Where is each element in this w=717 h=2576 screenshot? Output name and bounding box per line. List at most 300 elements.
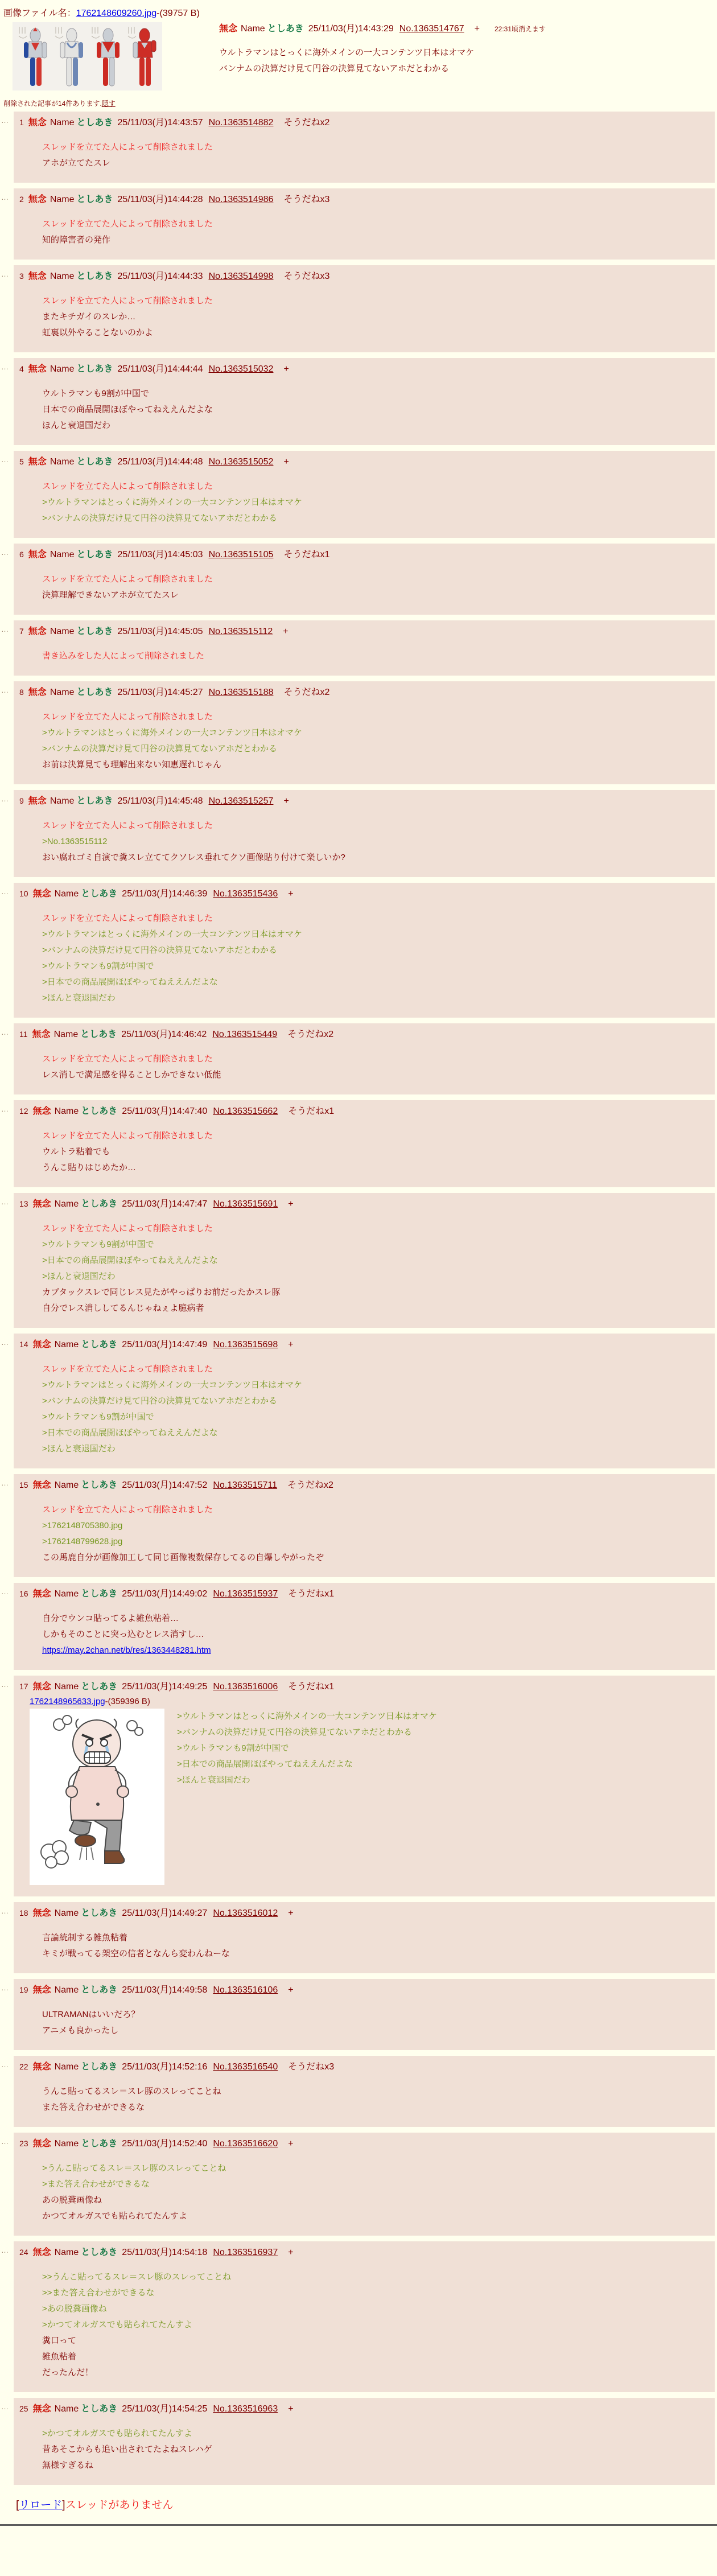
post-menu-icon[interactable]: … (1, 2060, 9, 2069)
sodane-button[interactable]: そうだねx1 (283, 550, 330, 559)
post-line: >ウルトラマンも9割が中国で (42, 961, 154, 971)
reply-subject: 無念 (32, 1480, 51, 1490)
post-menu-icon[interactable]: … (1, 1984, 9, 1992)
reply-header (16, 1586, 710, 1602)
post-line: >バンナムの決算だけ見て円谷の決算見てないアホだとわかる (42, 945, 278, 955)
reply-post (1, 1334, 715, 1468)
reply-index: 17 (19, 1682, 28, 1691)
post-line: おい腐れゴミ自演で糞スレ立ててクソレス垂れてクソ画像貼り付けて楽しいか? (42, 853, 345, 862)
post-line: >ウルトラマンはとっくに海外メインの一大コンテンツ日本はオマケ (177, 1711, 437, 1721)
post-menu-icon[interactable]: … (1, 1105, 9, 1113)
reply-body (42, 1361, 710, 1457)
reply-name-label: Name (50, 796, 75, 806)
reply-post (1, 1100, 715, 1187)
reply-header (16, 115, 710, 130)
op-sodane-button[interactable]: + (474, 24, 480, 34)
reply-index: 23 (19, 2139, 28, 2148)
reply-body (42, 648, 710, 664)
sodane-button[interactable]: + (288, 2139, 294, 2149)
post-menu-icon[interactable]: … (1, 363, 9, 371)
reply-name: としあき (76, 550, 113, 559)
reply-date: 25/11/03(月)14:54:25 (122, 2404, 208, 2414)
reply-subject: 無念 (32, 1589, 51, 1599)
reply-box (14, 112, 715, 183)
reply-header (16, 454, 710, 470)
post-line: 糞口って (42, 2336, 77, 2345)
sodane-button[interactable]: + (288, 2404, 294, 2414)
reply-number-link[interactable]: No.1363514998 (208, 271, 274, 281)
sodane-button[interactable]: そうだねx2 (283, 688, 330, 697)
reply-index: 13 (19, 1199, 28, 1208)
sodane-button[interactable]: + (288, 1199, 294, 1209)
sodane-button[interactable]: + (283, 627, 289, 636)
sodane-button[interactable]: そうだねx3 (283, 271, 330, 281)
file-info-line (0, 0, 717, 19)
sodane-button[interactable]: そうだねx1 (288, 1589, 335, 1599)
reply-body (42, 2269, 710, 2381)
reply-box (14, 681, 715, 784)
reply-number-link[interactable]: No.1363516540 (213, 2062, 278, 2072)
post-line: >かつてオルガスでも貼られてたんすよ (42, 2320, 192, 2330)
sodane-button[interactable]: そうだねx3 (288, 2062, 335, 2072)
post-menu-icon[interactable]: … (1, 2402, 9, 2411)
reply-body (42, 709, 710, 773)
post-menu-icon[interactable]: … (1, 1479, 9, 1487)
post-line: >1762148705380.jpg (42, 1521, 123, 1530)
post-menu-icon[interactable]: … (1, 116, 9, 125)
post-line: >>また答え合わせができるな (42, 2288, 155, 2298)
reply-name-label: Name (54, 1106, 79, 1116)
post-line: スレッドを立てた人によって削除されました (42, 821, 213, 830)
reply-post (1, 265, 715, 352)
reply-name: としあき (81, 1199, 118, 1209)
post-menu-icon[interactable]: … (1, 887, 9, 896)
reply-index: 3 (19, 271, 24, 281)
sodane-button[interactable]: そうだねx2 (283, 118, 330, 127)
reply-name: としあき (81, 2404, 118, 2414)
reply-number-link[interactable]: No.1363516012 (213, 1908, 278, 1918)
reply-name-label: Name (54, 2062, 79, 2072)
reply-subject: 無念 (32, 2404, 51, 2414)
post-line: キミが戦ってる架空の信者となんら変わんねーな (42, 1949, 230, 1958)
reply-header (16, 1982, 710, 1998)
post-line: >ほんと衰退国だわ (42, 993, 116, 1003)
sodane-button[interactable]: + (288, 2248, 294, 2257)
post-line: >ウルトラマンも9割が中国で (42, 1240, 154, 1249)
post-line: 書き込みをした人によって削除されました (42, 651, 205, 661)
reply-index: 8 (19, 688, 24, 697)
sodane-button[interactable]: + (283, 364, 289, 374)
sodane-button[interactable]: そうだねx2 (287, 1480, 333, 1490)
post-menu-icon[interactable]: … (1, 1028, 9, 1036)
post-menu-icon[interactable]: … (1, 270, 9, 278)
reply-date: 25/11/03(月)14:49:27 (122, 1908, 208, 1918)
reply-name-label: Name (54, 1340, 79, 1349)
post-menu-icon[interactable]: … (1, 1907, 9, 1915)
reply-index: 10 (19, 889, 28, 898)
footer (16, 2496, 717, 2512)
reply-date: 25/11/03(月)14:52:40 (122, 2139, 208, 2149)
reply-number-link[interactable]: No.1363514882 (208, 118, 274, 127)
op-expire-note: 22:31頃消えます (495, 25, 546, 33)
post-line: スレッドを立てた人によって削除されました (42, 482, 213, 491)
op-image-link[interactable] (13, 22, 162, 90)
reply-header (16, 1337, 710, 1352)
reply-name: としあき (76, 688, 113, 697)
post-line: >バンナムの決算だけ見て円谷の決算見てないアホだとわかる (42, 744, 278, 754)
reply-number-link[interactable]: No.1363515105 (208, 550, 274, 559)
reply-index: 6 (19, 550, 24, 559)
post-line: カブタックスレで同じレス見たがやっぱりお前だったかスレ豚 (42, 1287, 281, 1297)
post-line: スレッドを立てた人によって削除されました (42, 1505, 213, 1515)
reply-box (14, 358, 715, 445)
op-right-column (219, 22, 546, 77)
post-line: スレッドを立てた人によって削除されました (42, 219, 213, 229)
reload-link[interactable]: リロード (19, 2499, 63, 2511)
sodane-button[interactable]: そうだねx2 (287, 1030, 334, 1039)
reply-body (42, 216, 710, 248)
reply-subject: 無念 (32, 2062, 51, 2072)
post-menu-icon[interactable]: … (1, 1198, 9, 1206)
post-line: >ほんと衰退国だわ (42, 1444, 116, 1454)
reply-header (16, 1027, 710, 1042)
reply-box (14, 620, 715, 676)
post-line: 言論統制する雑魚粘着 (42, 1933, 128, 1943)
reply-name: としあき (76, 627, 113, 636)
reply-date: 25/11/03(月)14:47:52 (122, 1480, 208, 1490)
post-line: 昔あそこからも追い出されてたよねスレハゲ (42, 2445, 212, 2454)
post-line: うんこ貼ってるスレ＝スレ豚のスレってことね (42, 2087, 221, 2096)
post-menu-icon[interactable]: … (1, 1338, 9, 1347)
reply-box (14, 2241, 715, 2392)
reply-body (42, 1221, 710, 1316)
post-menu-icon[interactable]: … (1, 548, 9, 557)
post-line: 日本での商品展開ほぼやってねええんだよな (42, 405, 213, 414)
reply-box (14, 451, 715, 538)
reply-subject: 無念 (32, 2248, 51, 2257)
reply-date: 25/11/03(月)14:46:39 (122, 889, 208, 899)
file-label: 画像ファイル名： (3, 9, 76, 18)
reply-name-label: Name (50, 195, 75, 204)
reply-index: 24 (19, 2248, 28, 2257)
sodane-button[interactable]: そうだねx1 (288, 1682, 335, 1692)
post-line: >日本での商品展開ほぼやってねええんだよな (177, 1759, 353, 1769)
reply-name: としあき (81, 1908, 118, 1918)
reply-date: 25/11/03(月)14:45:27 (117, 688, 203, 697)
post-line: お前は決算見ても理解出来ない知恵遅れじゃん (42, 760, 222, 769)
sodane-button[interactable]: + (288, 889, 294, 899)
post-line: 決算理解できないアホが立てたスレ (42, 590, 179, 600)
post-line: >No.1363515112 (42, 837, 108, 846)
reply-number-link[interactable]: No.1363515449 (212, 1030, 278, 1039)
reply-index: 7 (19, 627, 24, 636)
reply-index: 19 (19, 1985, 28, 1994)
post-menu-icon[interactable]: … (1, 2137, 9, 2146)
reply-post (1, 883, 715, 1018)
post-line: スレッドを立てた人によって削除されました (42, 1054, 213, 1064)
reply-date: 25/11/03(月)14:49:25 (122, 1682, 208, 1692)
post-line[interactable]: https://may.2chan.net/b/res/1363448281.htm (42, 1645, 211, 1655)
reply-header (16, 2136, 710, 2151)
reply-box (14, 1676, 715, 1896)
reply-name-label: Name (50, 271, 75, 281)
reply-number-link[interactable]: No.1363516106 (213, 1985, 278, 1995)
reply-post (1, 1902, 715, 1973)
post-line: あの脱糞画像ね (42, 2195, 102, 2205)
op-thumbnail-image (13, 22, 162, 90)
reply-index: 5 (19, 457, 24, 466)
reply-index: 15 (19, 1480, 28, 1489)
post-menu-icon[interactable]: … (1, 2246, 9, 2254)
reply-number-link[interactable]: No.1363516620 (213, 2139, 278, 2149)
reply-post (1, 620, 715, 676)
reply-name: としあき (81, 2139, 118, 2149)
reply-file-size: -(359396 B) (105, 1697, 150, 1706)
sodane-button[interactable]: + (288, 1908, 294, 1918)
post-line: >ほんと衰退国だわ (177, 1775, 250, 1785)
reply-index: 22 (19, 2062, 28, 2071)
reply-body (42, 2426, 710, 2474)
post-line: ULTRAMANはいいだろ？ (42, 2010, 140, 2019)
reply-name-label: Name (50, 688, 75, 697)
reply-body (42, 911, 710, 1006)
post-line: 虹裏以外やることないのかよ (42, 328, 154, 338)
post-line: ウルトラマンも9割が中国で (42, 389, 149, 398)
post-line: >日本での商品展開ほぼやってねええんだよな (42, 977, 218, 987)
reply-subject: 無念 (28, 627, 47, 636)
reply-name: としあき (76, 796, 113, 806)
sodane-button[interactable]: + (288, 1340, 294, 1349)
reply-post (1, 1193, 715, 1328)
post-menu-icon[interactable]: … (1, 686, 9, 694)
sodane-button[interactable]: そうだねx1 (288, 1106, 335, 1116)
reply-header (16, 886, 710, 902)
reply-post (1, 2056, 715, 2127)
reply-index: 16 (19, 1589, 28, 1598)
reply-body (42, 479, 710, 526)
post-line: しかもそのことに突っ込むとレス消すし… (42, 1629, 204, 1639)
reply-box (14, 1334, 715, 1468)
post-line: >ウルトラマンも9割が中国で (42, 1412, 154, 1422)
post-line: 雑魚粘着 (42, 2352, 77, 2361)
post-line: 自分でレス消ししてるんじゃねぇよ臆病者 (42, 1303, 204, 1313)
reply-name-label: Name (54, 1480, 79, 1490)
post-line: >バンナムの決算だけ見て円谷の決算見てないアホだとわかる (42, 513, 278, 523)
reply-box (14, 1979, 715, 2050)
reply-body (42, 1128, 710, 1176)
reply-number-link[interactable]: No.1363515662 (213, 1106, 278, 1116)
reply-number-link[interactable]: No.1363515257 (208, 796, 274, 806)
reply-number-link[interactable]: No.1363515937 (213, 1589, 278, 1599)
reply-number-link[interactable]: No.1363516006 (213, 1682, 278, 1692)
post-line: スレッドを立てた人によって削除されました (42, 296, 213, 306)
reply-name: としあき (81, 1340, 118, 1349)
op-name: としあき (267, 24, 304, 34)
reply-name: としあき (81, 1589, 118, 1599)
no-thread-message: スレッドがありません (65, 2499, 174, 2511)
reply-number-link[interactable]: No.1363515698 (213, 1340, 278, 1349)
reply-date: 25/11/03(月)14:49:58 (122, 1985, 208, 1995)
reply-body (42, 1930, 710, 1962)
reply-number-link[interactable]: No.1363515052 (208, 457, 274, 467)
reply-index: 25 (19, 2404, 28, 2413)
post-line: >ほんと衰退国だわ (42, 1271, 116, 1281)
reply-name: としあき (76, 457, 113, 467)
reply-body (42, 1051, 710, 1083)
reply-name: としあき (81, 889, 118, 899)
reply-post (1, 1979, 715, 2050)
reply-date: 25/11/03(月)14:46:42 (121, 1030, 207, 1039)
reply-post (1, 112, 715, 183)
post-line: >ウルトラマンも9割が中国で (177, 1743, 289, 1753)
reply-post (1, 1583, 715, 1670)
post-menu-icon[interactable]: … (1, 1587, 9, 1596)
reply-subject: 無念 (32, 1682, 51, 1692)
op-name-label: Name (241, 24, 265, 34)
reply-header (16, 1679, 710, 1694)
reply-date: 25/11/03(月)14:44:48 (117, 457, 203, 467)
reply-subject: 無念 (28, 118, 47, 127)
reply-post (1, 544, 715, 615)
reply-file-line (30, 1697, 710, 1706)
post-line: 無様すぎるね (42, 2460, 94, 2470)
hide-deleted-link[interactable]: 隠す (101, 100, 116, 108)
reply-subject: 無念 (32, 2139, 51, 2149)
post-line: スレッドを立てた人によって削除されました (42, 1224, 213, 1233)
reply-body (42, 818, 710, 866)
post-line: >ウルトラマンはとっくに海外メインの一大コンテンツ日本はオマケ (42, 728, 302, 738)
reply-name: としあき (81, 1106, 118, 1116)
reply-date: 25/11/03(月)14:44:44 (117, 364, 203, 374)
reply-box (14, 1902, 715, 1973)
reply-post (1, 2398, 715, 2485)
reply-name: としあき (76, 118, 113, 127)
post-line: スレッドを立てた人によって削除されました (42, 1131, 213, 1141)
deleted-posts-text: 削除された記事が14件あります. (3, 100, 102, 108)
reply-date: 25/11/03(月)14:52:16 (122, 2062, 208, 2072)
post-line: ウルトラマンはとっくに海外メインの一大コンテンツ日本はオマケ (219, 48, 475, 57)
bracket-open: [ (16, 2499, 19, 2511)
post-line: 知的障害者の発作 (42, 235, 111, 245)
reply-post (1, 1676, 715, 1896)
reply-file-link[interactable]: 1762148965633.jpg (30, 1697, 105, 1706)
sodane-button[interactable]: そうだねx3 (283, 195, 330, 204)
op-number-link[interactable]: No.1363514767 (399, 24, 464, 34)
reply-box (14, 1100, 715, 1187)
reply-number-link[interactable]: No.1363515112 (208, 627, 273, 636)
reply-number-link[interactable]: No.1363516937 (213, 2248, 278, 2257)
op-date: 25/11/03(月)14:43:29 (308, 24, 394, 34)
post-menu-icon[interactable]: … (1, 625, 9, 633)
reply-name: としあき (81, 2248, 118, 2257)
reply-name-label: Name (50, 627, 75, 636)
reply-name-label: Name (50, 457, 75, 467)
reply-box (14, 265, 715, 352)
reply-body (42, 139, 710, 171)
reply-subject: 無念 (28, 195, 47, 204)
reply-date: 25/11/03(月)14:49:02 (122, 1589, 208, 1599)
post-line: だったんだ！ (42, 2368, 94, 2377)
post-line: スレッドを立てた人によって削除されました (42, 574, 213, 584)
post-line: >日本での商品展開ほぼやってねええんだよな (42, 1256, 218, 1265)
post-line: うんこ貼りはじめたか… (42, 1163, 137, 1172)
reply-post (1, 451, 715, 538)
reply-header (16, 269, 710, 284)
post-menu-icon[interactable]: … (1, 1680, 9, 1689)
reply-name: としあき (76, 364, 113, 374)
reply-box (14, 2398, 715, 2485)
reply-subject: 無念 (32, 1340, 51, 1349)
post-line: アホが立てたスレ (42, 158, 111, 168)
reply-index: 11 (19, 1030, 28, 1039)
reply-number-link[interactable]: No.1363516963 (213, 2404, 278, 2414)
reply-number-link[interactable]: No.1363515711 (213, 1480, 278, 1490)
reply-number-link[interactable]: No.1363515032 (208, 364, 274, 374)
op-file-size: -(39757 B) (156, 9, 200, 18)
reply-image-link[interactable] (30, 1709, 164, 1885)
reply-number-link[interactable]: No.1363515691 (213, 1199, 278, 1209)
post-menu-icon[interactable]: … (1, 795, 9, 803)
post-line: >ウルトラマンはとっくに海外メインの一大コンテンツ日本はオマケ (42, 497, 302, 507)
reply-header (16, 1196, 710, 1212)
reply-name-label: Name (50, 550, 75, 559)
reply-index: 12 (19, 1106, 28, 1116)
sodane-button[interactable]: + (288, 1985, 294, 1995)
reply-number-link[interactable]: No.1363515436 (213, 889, 278, 899)
reply-header (16, 2059, 710, 2075)
reply-name-label: Name (54, 1908, 79, 1918)
reply-date: 25/11/03(月)14:43:57 (117, 118, 203, 127)
op-body (219, 45, 546, 77)
op-subject: 無念 (219, 24, 238, 34)
sodane-button[interactable]: + (283, 796, 289, 806)
reply-number-link[interactable]: No.1363515188 (208, 688, 274, 697)
reply-post (1, 790, 715, 877)
reply-header (16, 685, 710, 700)
post-menu-icon[interactable]: … (1, 455, 9, 464)
reply-date: 25/11/03(月)14:54:18 (122, 2248, 208, 2257)
post-line: >また答え合わせができるな (42, 2179, 150, 2189)
sodane-button[interactable]: + (283, 457, 289, 467)
post-line: レス消しで満足感を得ることしかできない低能 (42, 1070, 221, 1080)
bottom-divider (0, 2524, 717, 2526)
reply-header (16, 1478, 710, 1493)
reply-subject: 無念 (28, 550, 47, 559)
reply-post (1, 2241, 715, 2392)
op-post (13, 22, 717, 90)
post-line: バンナムの決算だけ見て円谷の決算見てないアホだとわかる (219, 64, 450, 73)
reply-date: 25/11/03(月)14:45:48 (117, 796, 203, 806)
reply-name-label: Name (54, 2139, 79, 2149)
thread-replies (0, 112, 717, 2485)
reply-subject: 無念 (32, 889, 51, 899)
reply-number-link[interactable]: No.1363514986 (208, 195, 274, 204)
op-file-link[interactable]: 1762148609260.jpg (76, 9, 157, 18)
post-line: >ウルトラマンはとっくに海外メインの一大コンテンツ日本はオマケ (42, 1380, 302, 1390)
reply-date: 25/11/03(月)14:44:28 (117, 195, 203, 204)
reply-name: としあき (80, 1030, 117, 1039)
reply-subject: 無念 (28, 271, 47, 281)
reply-header (16, 793, 710, 809)
reply-body (42, 1611, 710, 1659)
reply-index: 18 (19, 1908, 28, 1917)
deleted-posts-notice (3, 98, 717, 108)
reply-subject: 無念 (28, 796, 47, 806)
reply-box (14, 1193, 715, 1328)
reply-box (14, 2133, 715, 2236)
post-menu-icon[interactable]: … (1, 193, 9, 201)
reply-date: 25/11/03(月)14:47:40 (122, 1106, 208, 1116)
